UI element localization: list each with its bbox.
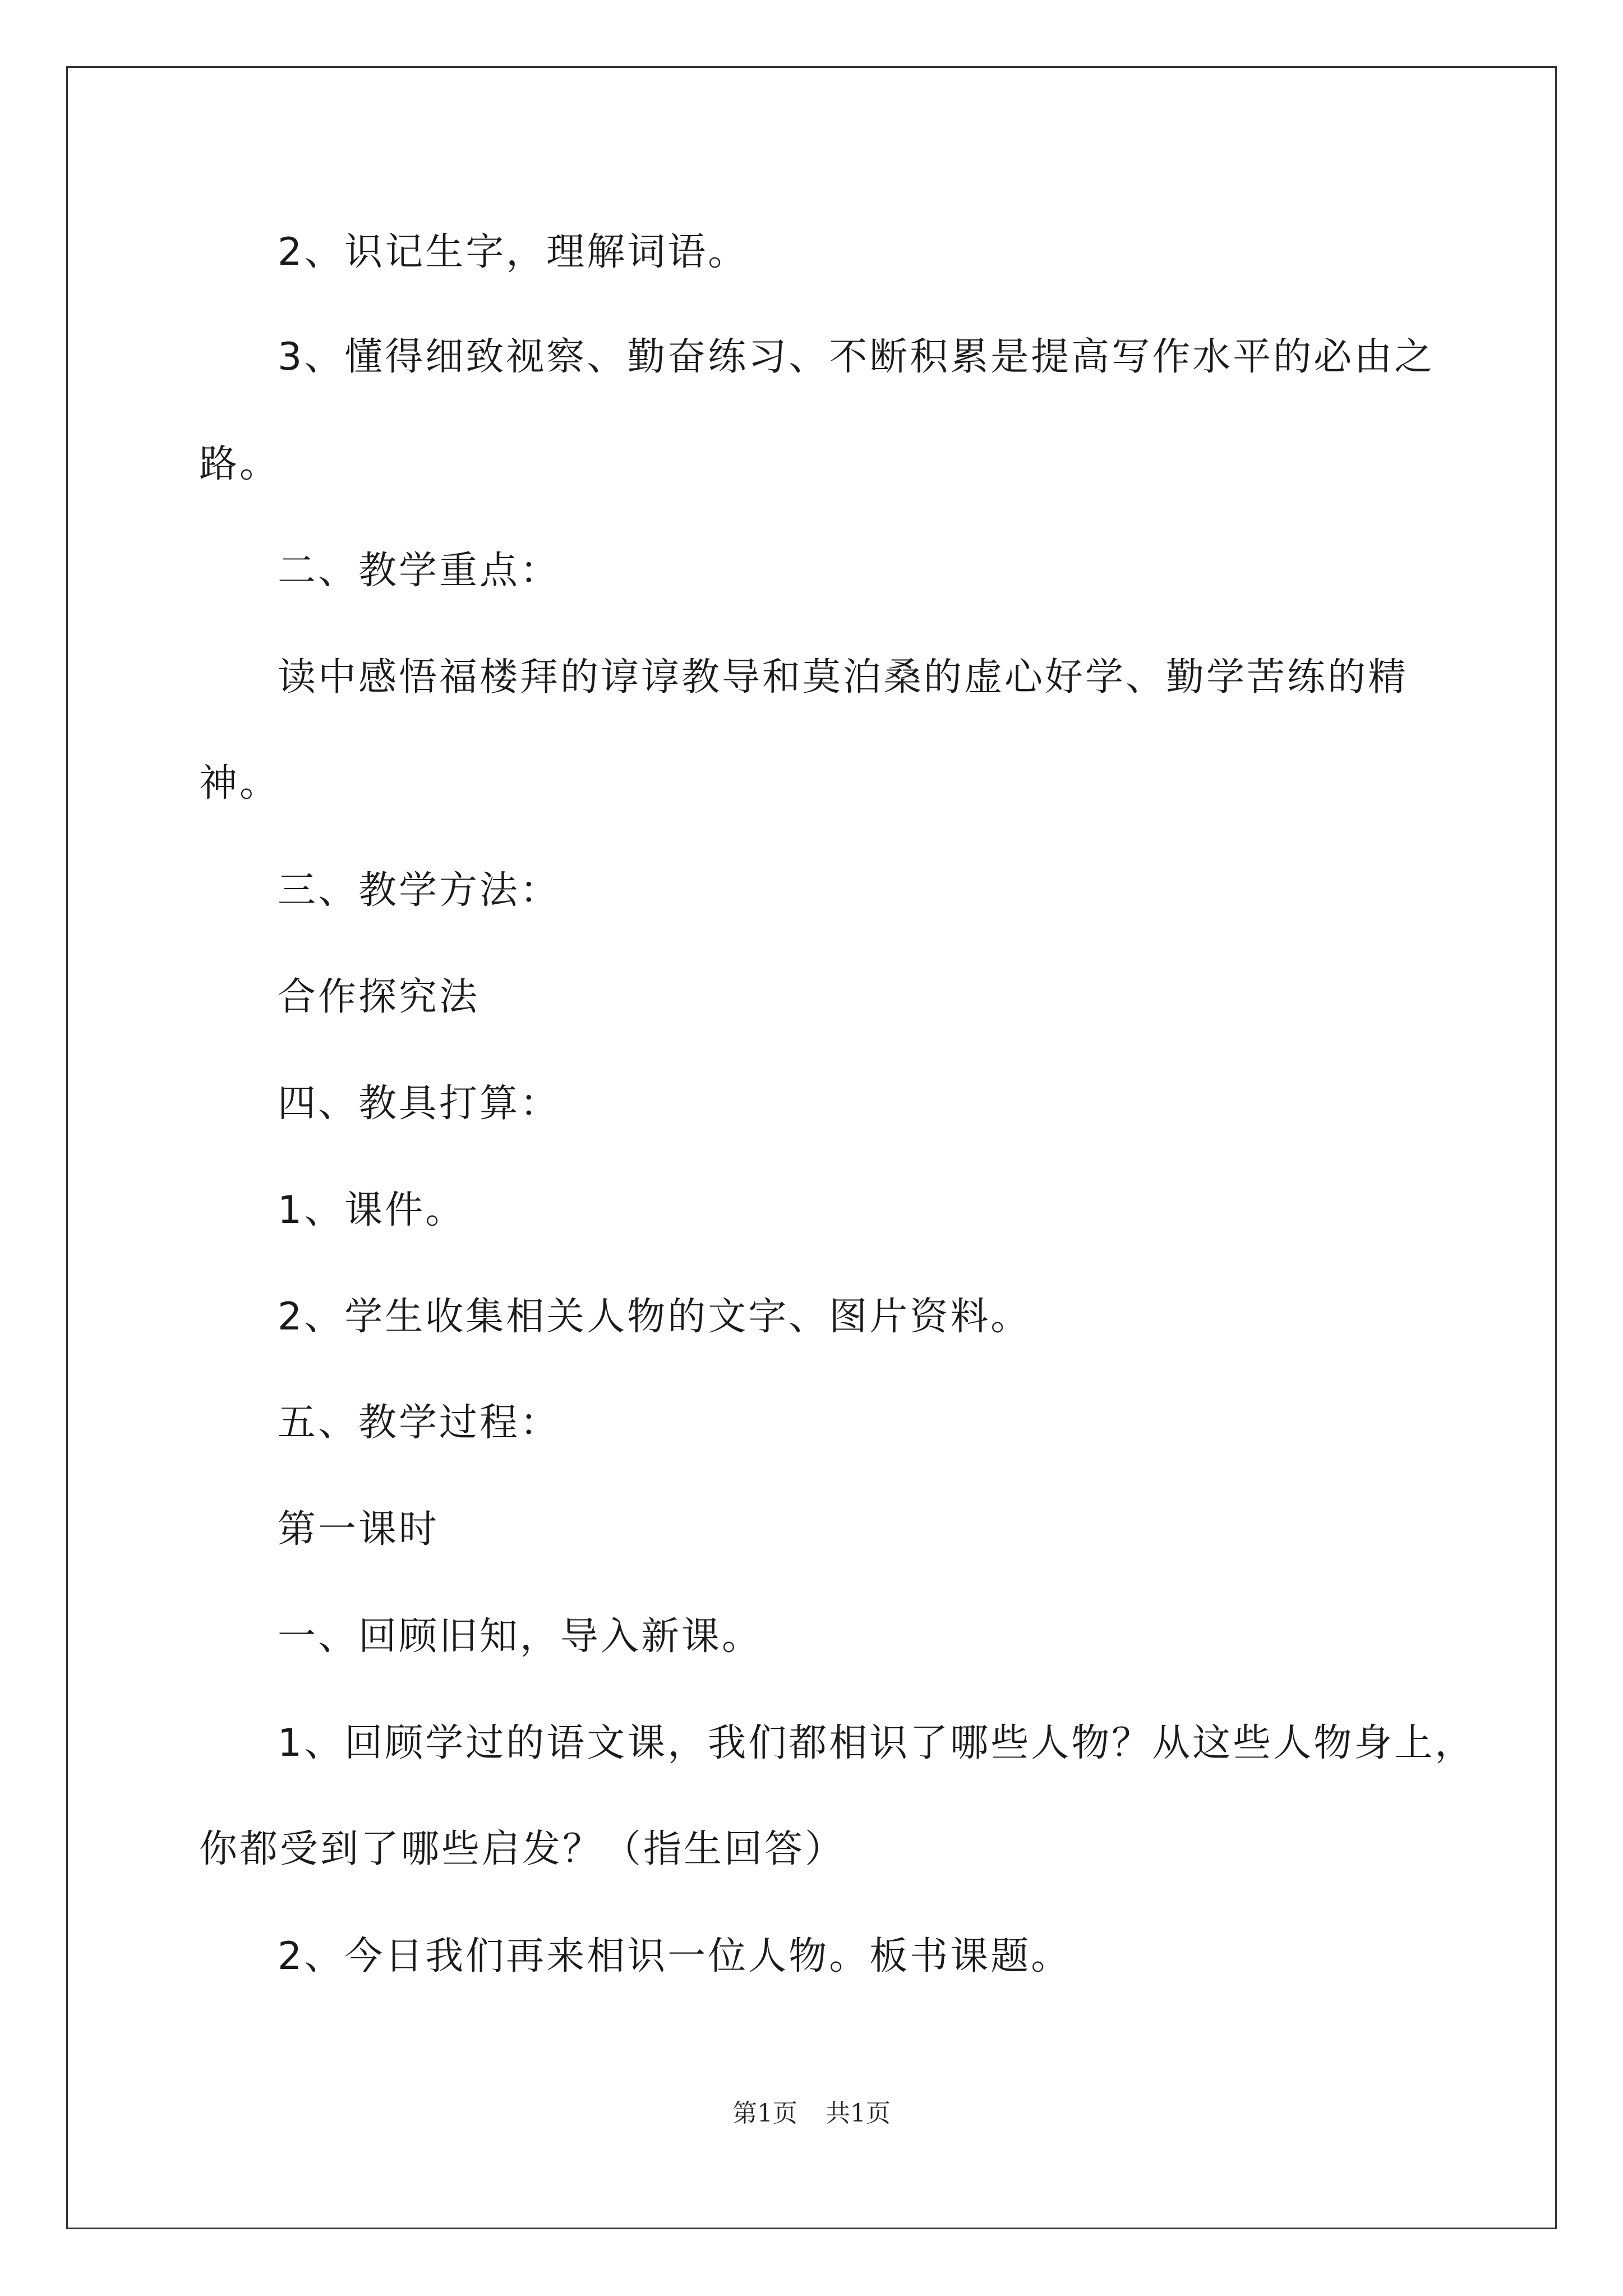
text-line: 合作探究法 [278, 975, 480, 1019]
text-line: 神。 [199, 761, 280, 806]
text-line: 五、教学过程： [278, 1401, 561, 1445]
text-line: 2、今日我们再来相识一位人物。板书课题。 [278, 1934, 1072, 1978]
page-frame [66, 66, 1557, 2229]
page-footer [0, 2097, 1623, 2131]
text-line: 你都受到了哪些启发？（指生回答） [199, 1827, 846, 1871]
current-page-label: 第1页 [732, 2099, 797, 2128]
text-line: 三、教学方法： [278, 868, 561, 913]
text-line: 1、课件。 [278, 1188, 466, 1232]
text-line: 2、学生收集相关人物的文字、图片资料。 [278, 1295, 1031, 1339]
text-line: 一、回顾旧知，导入新课。 [278, 1614, 763, 1659]
text-line: 第一课时 [278, 1507, 440, 1552]
text-line: 2、识记生字，理解词语。 [278, 230, 749, 274]
text-line: 二、教学重点： [278, 549, 561, 593]
text-line: 路。 [199, 442, 280, 486]
text-line: 3、懂得细致视察、勤奋练习、不断积累是提高写作水平的必由之 [278, 335, 1435, 379]
total-pages-label: 共1页 [826, 2099, 891, 2128]
text-line: 读中感悟福楼拜的谆谆教导和莫泊桑的虚心好学、勤学苦练的精 [278, 655, 1409, 700]
text-line: 四、教具打算： [278, 1082, 561, 1126]
text-line: 1、回顾学过的语文课，我们都相识了哪些人物？从这些人物身上， [278, 1721, 1476, 1765]
